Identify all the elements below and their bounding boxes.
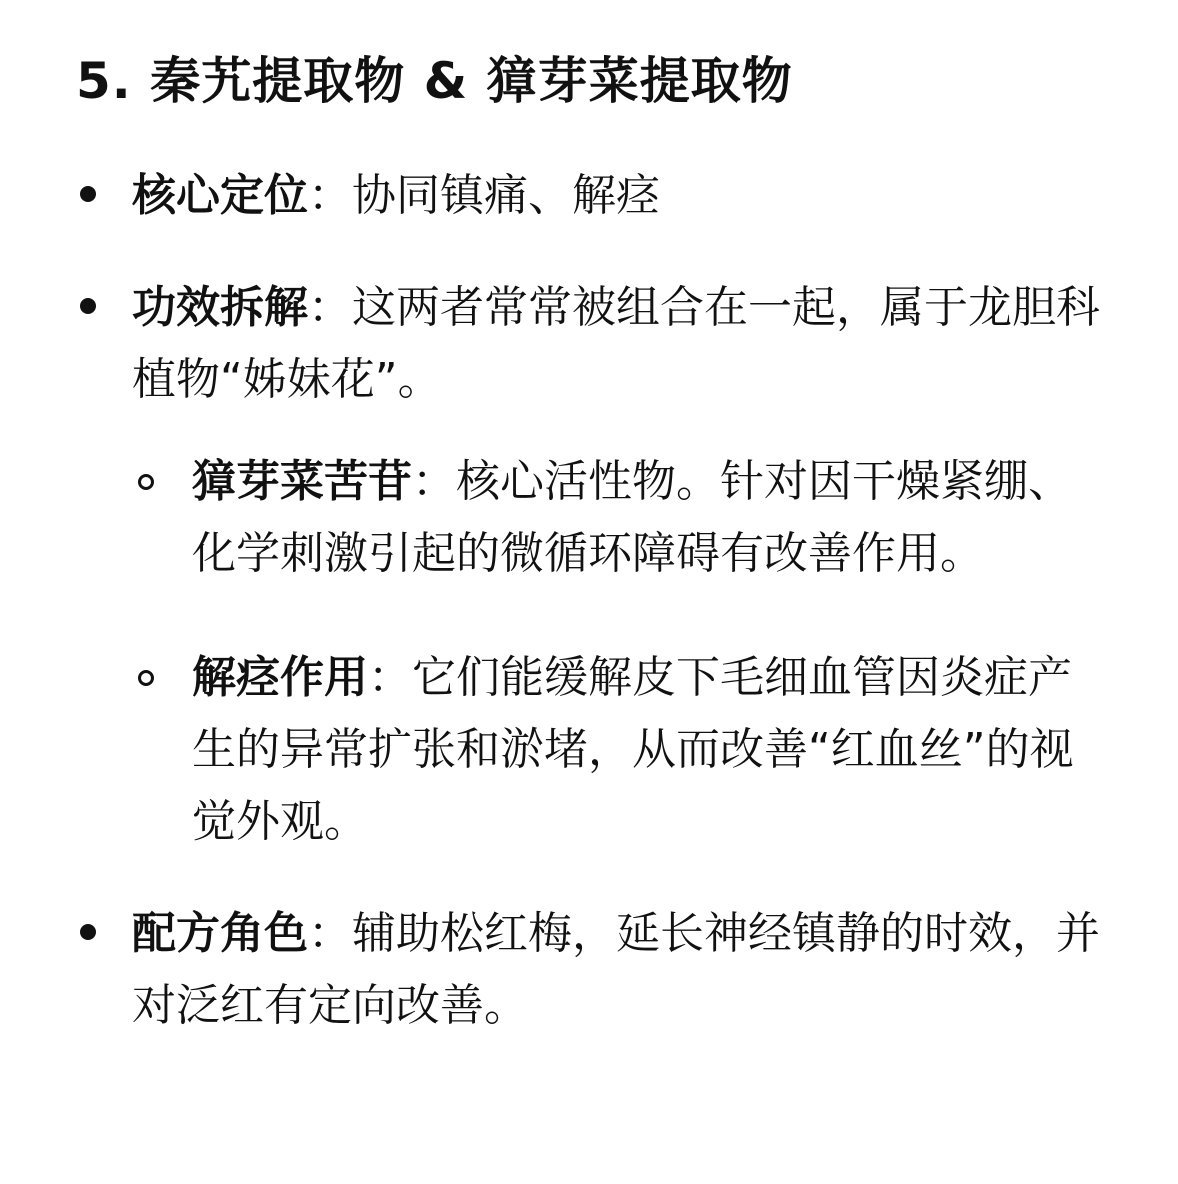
bullet-dot-icon [80, 186, 96, 202]
item-term: 核心定位 [132, 170, 308, 221]
item-text: 辅助松红梅，延长神经镇静的时效，并对泛红有定向改善。 [132, 908, 1100, 1031]
sub-list-item-antispasmodic [132, 642, 1108, 858]
bullet-dot-icon [80, 924, 96, 940]
section-header [76, 44, 1108, 118]
bullet-dot-icon [80, 298, 96, 314]
subitem-colon: ： [412, 456, 456, 507]
subitem-text: 它们能缓解皮下毛细血管因炎症产生的异常扩张和淤堵，从而改善“红血丝”的视觉外观。 [192, 652, 1074, 847]
hollow-bullet-icon [138, 670, 154, 686]
subitem-term: 解痉作用 [192, 652, 368, 703]
item-term: 配方角色 [132, 908, 308, 959]
subitem-colon: ： [368, 652, 412, 703]
hollow-bullet-icon [138, 474, 154, 490]
sub-list-item-swertiamarin [132, 446, 1108, 590]
list-item-formula-role [76, 898, 1108, 1042]
item-text: 协同镇痛、解痉 [352, 170, 660, 221]
item-colon: ： [308, 282, 352, 333]
subitem-text: 核心活性物。针对因干燥紧绷、化学刺激引起的微循环障碍有改善作用。 [192, 456, 1072, 579]
item-text: 这两者常常被组合在一起，属于龙胆科植物“姊妹花”。 [132, 282, 1100, 405]
sub-bullet-list [132, 446, 1108, 858]
list-item-core-positioning [76, 160, 1108, 232]
item-colon: ： [308, 170, 352, 221]
subitem-term: 獐芽菜苦苷 [192, 456, 412, 507]
list-item-efficacy-breakdown [76, 272, 1108, 858]
bullet-list [76, 160, 1108, 1042]
section-title: 5. 秦艽提取物 & 獐芽菜提取物 [76, 52, 793, 110]
item-colon: ： [308, 908, 352, 959]
item-term: 功效拆解 [132, 282, 308, 333]
